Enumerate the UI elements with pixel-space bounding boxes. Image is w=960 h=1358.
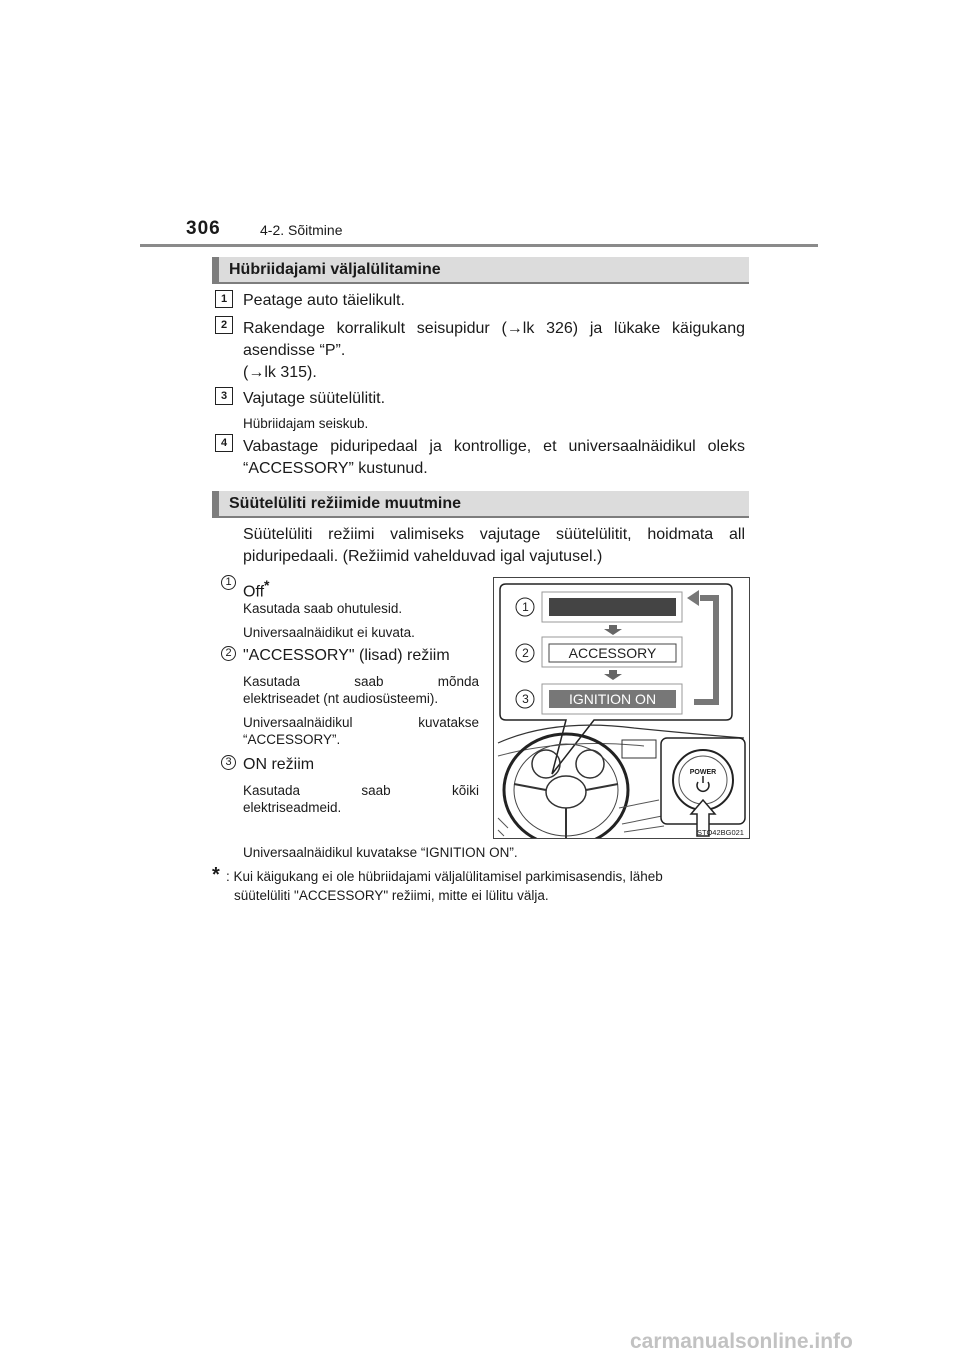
modes-intro-line-1: Süütelüliti režiimi valimiseks vajutage süütelülitit, hoidmata all [243,526,745,543]
step-3-note: Hübriidajam seiskub. [243,416,369,431]
display-accessory-text: ACCESSORY [568,645,657,661]
step-2-line-2: asendisse “P”. [243,342,346,359]
step-2-line-3: (→lk 315). [243,364,317,381]
power-button-label: POWER [689,769,717,776]
mode-2-desc-2b: “ACCESSORY”. [243,732,341,747]
section-heading-modes [212,491,749,518]
modes-intro-line-2: piduripedaali. (Režiimid vahelduvad igal vajutusel.) [243,548,603,565]
step-badge-3: 3 [215,387,233,405]
section-heading-modes-text: Süütelüliti režiimide muutmine [229,495,462,512]
step-3-text: Vajutage süütelülitit. [243,390,386,407]
step-1-text: Peatage auto täielikult. [243,292,405,309]
mode-3-title: ON režiim [243,756,315,773]
mode-3-desc-1a: Kasutada saab kõiki [243,783,479,798]
illustration-drawing [494,578,749,838]
section-reference: 4-2. Sõitmine [260,222,343,238]
section-heading-shutdown [212,257,749,284]
mode-1-desc-1: Kasutada saab ohutulesid. [243,601,403,616]
header-rule [140,244,818,247]
illustration-label-2: 2 [522,646,529,660]
step-4-line-2: “ACCESSORY” kustunud. [243,460,428,477]
footnote-line-1: : Kui käigukang ei ole hübriidajami väljalülitamisel parkimisasendis, läheb [226,869,663,884]
ignition-mode-illustration [493,577,750,839]
step-2-line-1: Rakendage korralikult seisupidur (→lk 326) ja lükake käigukang [243,320,745,337]
page-number: 306 [186,218,221,239]
mode-2-title: "ACCESSORY" (lisad) režiim [243,647,450,664]
step-badge-1: 1 [215,290,233,308]
mode-number-1: 1 [221,575,236,590]
mode-2-desc-1a: Kasutada saab mõnda [243,674,479,689]
footnote-line-2: süütelüliti "ACCESSORY" režiimi, mitte ei lülitu välja. [234,888,549,903]
illustration-label-3: 3 [522,692,529,706]
footnote-marker: * [212,864,220,886]
step-4-line-1: Vabastage piduripedaal ja kontrollige, et universaalnäidikul oleks [243,438,745,455]
illustration-code: STO42BG021 [697,828,744,837]
mode-1-footnote-marker: * [264,577,270,593]
mode-3-desc-2: Universaalnäidikul kuvatakse “IGNITION ON”. [243,845,518,860]
mode-3-desc-1b: elektriseadmeid. [243,800,342,815]
mode-2-desc-2a: Universaalnäidikul kuvatakse [243,715,479,730]
section-heading-shutdown-text: Hübriidajami väljalülitamine [229,261,441,278]
step-badge-4: 4 [215,434,233,452]
mode-number-2: 2 [221,646,236,661]
display-ignition-text: IGNITION ON [568,691,657,707]
mode-number-3: 3 [221,755,236,770]
mode-1-title [243,574,270,603]
mode-1-desc-2: Universaalnäidikut ei kuvata. [243,625,415,640]
illustration-label-1: 1 [522,600,529,614]
mode-2-desc-1b: elektriseadet (nt audiosüsteemi). [243,691,439,706]
step-badge-2: 2 [215,316,233,334]
watermark: carmanualsonline.info [630,1330,853,1353]
mode-1-title-text: Off [243,583,265,601]
